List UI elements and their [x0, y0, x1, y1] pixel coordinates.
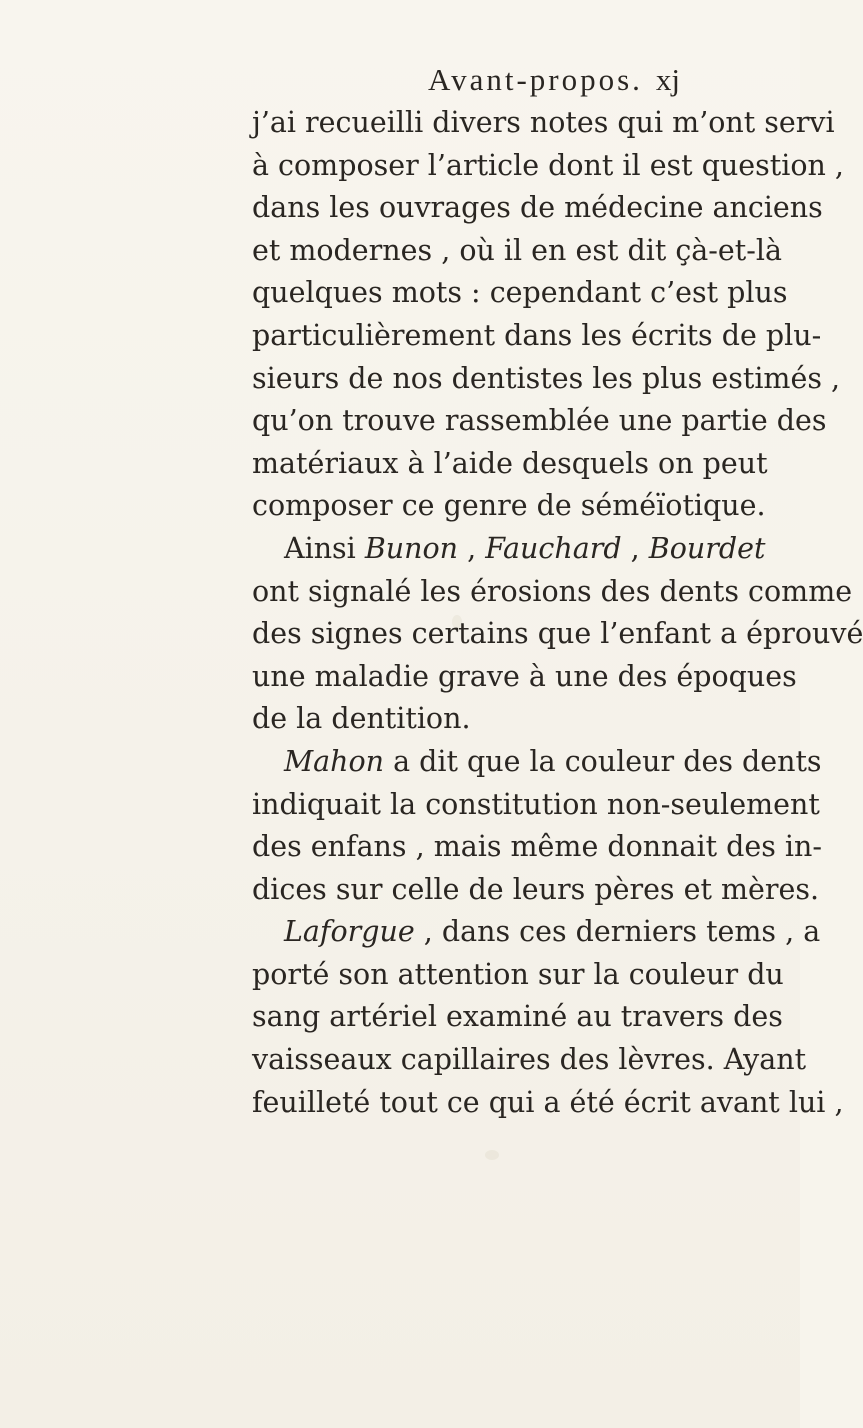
text-line [252, 145, 844, 188]
text-run: de la dentition. [252, 702, 471, 736]
text-line [252, 954, 784, 997]
text-line [252, 272, 788, 315]
text-line [252, 826, 822, 869]
text-run: a dit que la couleur des dents [384, 744, 822, 778]
text-run: ont signalé les érosions des dents comme [252, 574, 853, 608]
text-line [252, 315, 822, 358]
text-line [252, 911, 821, 954]
text-run: sang artériel examiné au travers des [252, 1000, 783, 1034]
author-name: Bunon [364, 531, 459, 565]
text-line [252, 358, 841, 401]
text-run: j’ai recueilli divers notes qui m’ont servi [252, 106, 835, 139]
author-name: Bourdet [648, 531, 766, 565]
body-text [252, 102, 863, 1124]
text-line [252, 698, 722, 741]
text-line [252, 485, 766, 528]
text-run: des signes certains que l’enfant a éprouvé [252, 617, 863, 651]
text-line [252, 613, 863, 656]
text-line [252, 784, 820, 827]
text-run: , [458, 531, 486, 565]
text-run: des enfans , mais même donnait des in- [252, 830, 822, 864]
text-run: porté son attention sur la couleur du [252, 957, 784, 991]
text-line [252, 187, 823, 230]
author-name: Mahon [284, 744, 385, 778]
text-run: dices sur celle de leurs pères et mères. [252, 872, 820, 906]
text-line [252, 996, 783, 1039]
text-run: à composer l’article dont il est question , [252, 148, 844, 182]
text-line [252, 656, 797, 699]
text-run: vaisseaux capillaires des lèvres. Ayant [252, 1043, 807, 1077]
paper-spot [485, 1150, 499, 1160]
text-run: composer ce genre de séméïotique. [252, 489, 766, 523]
text-line [252, 400, 827, 443]
text-run: particulièrement dans les écrits de plu- [252, 318, 822, 352]
text-run: quelques mots : cependant c’est plus [252, 276, 788, 310]
page-header [428, 62, 680, 98]
author-name: Laforgue [284, 915, 415, 949]
text-line [252, 102, 835, 145]
text-run: , [621, 531, 649, 565]
text-line [252, 571, 853, 614]
page-number: xj [655, 62, 680, 97]
text-run: feuilleté tout ce qui a été écrit avant lui , [252, 1085, 844, 1119]
text-run: , dans ces derniers tems , a [414, 915, 821, 949]
text-line [252, 443, 768, 486]
running-title: Avant-propos. [428, 62, 643, 97]
text-line [252, 869, 820, 912]
text-run: qu’on trouve rassemblée une partie des [252, 404, 827, 438]
text-run: une maladie grave à une des époques [252, 659, 797, 693]
text-run: Ainsi [284, 531, 365, 565]
author-name: Fauchard [485, 531, 622, 565]
text-run: sieurs de nos dentistes les plus estimés , [252, 361, 841, 395]
text-line [252, 741, 822, 784]
text-line [252, 1082, 844, 1125]
text-run: dans les ouvrages de médecine anciens [252, 191, 823, 225]
text-run: et modernes , où il en est dit çà-et-là [252, 233, 782, 267]
text-run: indiquait la constitution non-seulement [252, 787, 820, 821]
text-line [252, 1039, 807, 1082]
text-line [252, 230, 782, 273]
text-run: matériaux à l’aide desquels on peut [252, 446, 768, 480]
text-line [252, 528, 766, 571]
